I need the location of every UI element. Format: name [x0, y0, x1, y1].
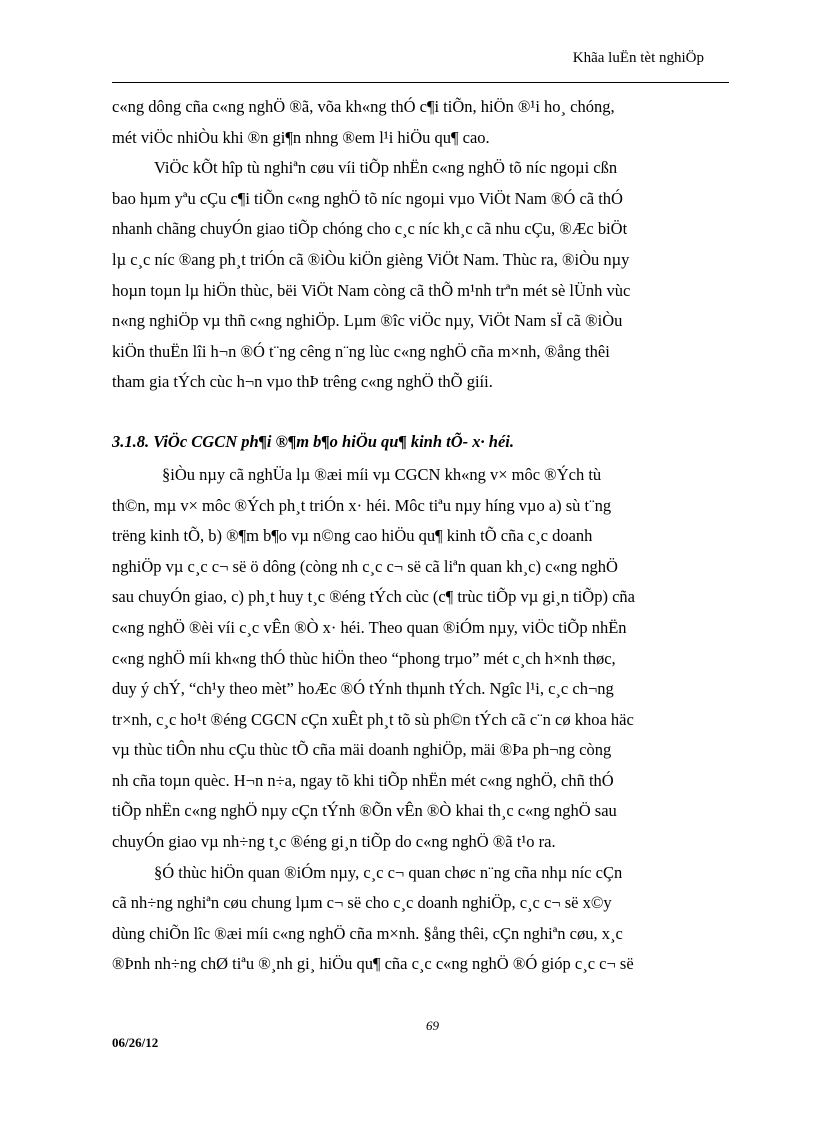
paragraph-4 [112, 858, 728, 980]
text-line: ViÖc kÕt hîp tù nghiªn cøu víi tiÕp nhËn c«ng nghÖ tõ níc ngoµi cßn [154, 158, 618, 178]
header-title: Khãa luËn tèt nghiÖp [572, 50, 704, 66]
footer-date: 06/26/12 [112, 1035, 159, 1050]
text-line: n«ng nghiÖp vµ thñ c«ng nghiÖp. Lµm ®îc viÖc nµy, ViÖt Nam sÏ cã ®iÒu [112, 311, 623, 331]
text-line: tiÕp nhËn c«ng nghÖ nµy cÇn tÝnh ®Õn vÊn ®Ò khai th¸c c«ng nghÖ sau [112, 801, 617, 821]
text-line: c«ng nghÖ míi kh«ng thÓ thùc hiÖn theo “phong trµo” mét c¸ch h×nh thøc, [112, 648, 616, 668]
text-line: cã nh÷ng nghiªn cøu chung lµm c¬ së cho c¸c doanh nghiÖp, c¸c c¬ së x©y [112, 893, 612, 913]
section-heading: 3.1.8. ViÖc CGCN ph¶i ®¶m b¶o hiÖu qu¶ kinh tÕ- x· héi. [112, 431, 514, 451]
document-body [112, 92, 728, 980]
text-line: c«ng nghÖ ®èi víi c¸c vÊn ®Ò x· héi. Theo quan ®iÓm nµy, viÖc tiÕp nhËn [112, 617, 627, 637]
text-line: c«ng dông cña c«ng nghÖ ®ã, võa kh«ng thÓ c¶i tiÕn, hiÖn ®¹i ho¸ chóng, [112, 97, 615, 116]
text-line: lµ c¸c níc ®ang ph¸t triÓn cã ®iÒu kiÖn gièng ViÖt Nam. Thùc ra, ®iÒu nµy [112, 249, 630, 269]
text-line: nghiÖp vµ c¸c c¬ së ö dông (còng nh c¸c c¬ së cã liªn quan kh¸c) c«ng nghÖ [112, 556, 618, 576]
text-line: tr×nh, c¸c ho¹t ®éng CGCN cÇn xuÊt ph¸t tõ sù ph©n tÝch cã c¨n cø khoa häc [112, 709, 634, 729]
text-line: bao hµm yªu cÇu c¶i tiÕn c«ng nghÖ tõ níc ngoµi vµo ViÖt Nam ®Ó cã thÓ [112, 188, 623, 208]
header-rule [112, 82, 729, 83]
text-line: sau chuyÓn giao, c) ph¸t huy t¸c ®éng tÝch cùc (c¶ trùc tiÕp vµ gi¸n tiÕp) cña [112, 587, 635, 607]
text-line: vµ thùc tiÔn nhu cÇu thùc tÕ cña mäi doanh nghiÖp, mäi ®Þa ph¬ng còng [112, 740, 612, 760]
text-line: th©n, mµ v× môc ®Ých ph¸t triÓn x· héi. Môc tiªu nµy híng vµo a) sù t¨ng [112, 495, 612, 515]
text-line: nhanh chãng chuyÓn giao tiÕp chóng cho c¸c níc kh¸c cã nhu cÇu, ®Æc biÖt [112, 219, 628, 239]
paragraph-1 [112, 92, 728, 153]
text-line: dùng chiÕn lîc ®æi míi c«ng nghÖ cña m×nh. §ång thêi, cÇn nghiªn cøu, x¸c [112, 923, 623, 943]
text-line: nh cña toµn quèc. H¬n n÷a, ngay tõ khi tiÕp nhËn mét c«ng nghÖ, chñ thÓ [112, 770, 614, 790]
page-number: 69 [426, 1018, 439, 1033]
text-line: trëng kinh tÕ, b) ®¶m b¶o vµ n©ng cao hiÖu qu¶ kinh tÕ cña c¸c doanh [112, 526, 593, 546]
text-line: hoµn toµn lµ hiÖn thùc, bëi ViÖt Nam còng cã thÕ m¹nh trªn mét sè lÜnh vùc [112, 280, 631, 300]
text-line: §Ó thùc hiÖn quan ®iÓm nµy, c¸c c¬ quan chøc n¨ng cña nhµ níc cÇn [154, 862, 623, 882]
text-line: tham gia tÝch cùc h¬n vµo thÞ trêng c«ng nghÖ thÕ giíi. [112, 372, 493, 392]
text-line: ®Þnh nh÷ng chØ tiªu ®¸nh gi¸ hiÖu qu¶ cña c¸c c«ng nghÖ ®Ó gióp c¸c c¬ së [112, 954, 634, 974]
paragraph-2 [112, 153, 728, 398]
text-line: chuyÓn giao vµ nh÷ng t¸c ®éng gi¸n tiÕp do c«ng nghÖ ®ã t¹o ra. [112, 832, 556, 852]
text-line: duy ý chÝ, “ch¹y theo mèt” hoÆc ®Ó tÝnh thµnh tÝch. Ngîc l¹i, c¸c ch¬ng [112, 679, 614, 699]
text-line: mét viÖc nhiÒu khi ®n gi¶n nhng ®em l¹i hiÖu qu¶ cao. [112, 127, 490, 147]
paragraph-3 [112, 460, 728, 858]
text-line: §iÒu nµy cã nghÜa lµ ®æi míi vµ CGCN kh«ng v× môc ®Ých tù [162, 464, 602, 484]
text-line: kiÖn thuËn lîi h¬n ®Ó t¨ng cêng n¨ng lùc c«ng nghÖ cña m×nh, ®ång thêi [112, 341, 610, 361]
